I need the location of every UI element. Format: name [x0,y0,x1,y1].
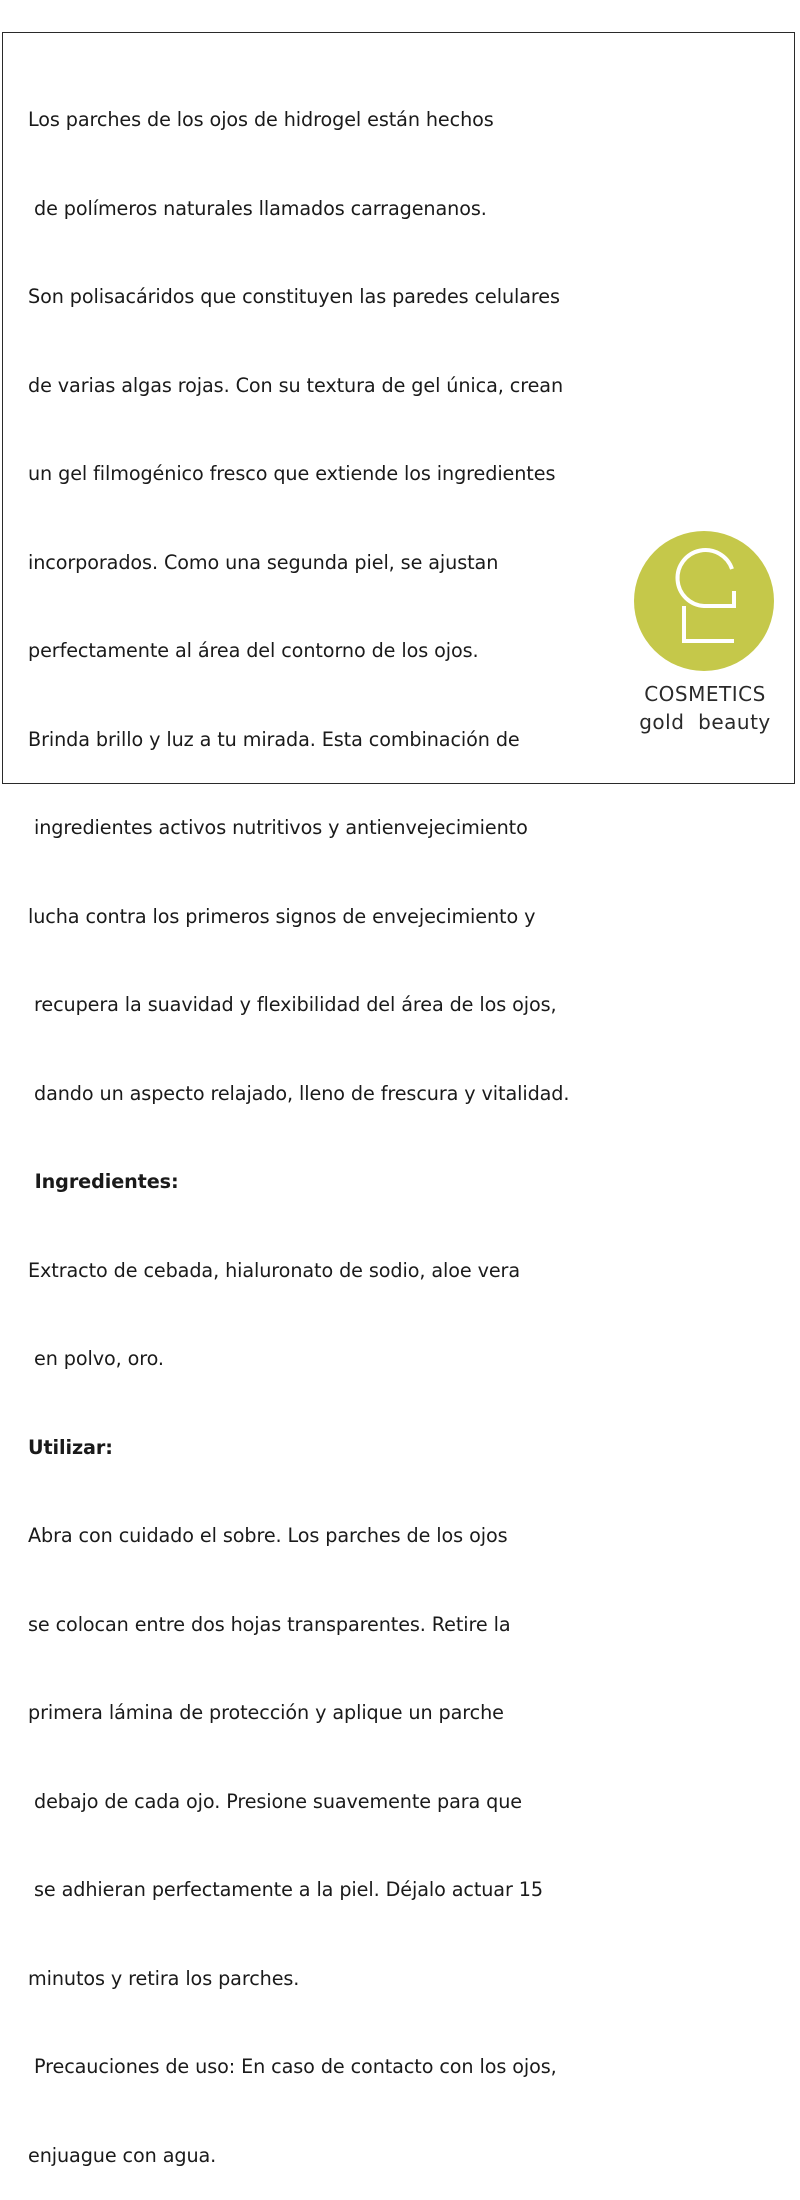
text-line: Brinda brillo y luz a tu mirada. Esta combinación de [28,727,520,751]
text-line: se adhieran perfectamente a la piel. Déjalo actuar 15 [28,1878,543,1901]
brand-name: COSMETICS [644,682,766,706]
text-line: lucha contra los primeros signos de envejecimiento y [28,904,536,928]
text-line: en polvo, oro. [28,1347,164,1370]
text-line: de polímeros naturales llamados carragenanos. [28,196,487,220]
gl-logo-icon [634,531,774,671]
ingredients-heading: Ingredientes: [28,1170,179,1193]
text-line: Extracto de cebada, hialuronato de sodio, aloe vera [28,1258,521,1282]
text-line: Precauciones de uso: En caso de contacto con los ojos, [28,2055,557,2078]
text-line: Son polisacáridos que constituyen las paredes celulares [28,285,560,308]
text-line: minutos y retira los parches. [28,1966,300,1990]
text-line: enjuague con agua. [28,2143,217,2167]
text-line: Los parches de los ojos de hidrogel están hechos [28,108,494,131]
text-line: de varias algas rojas. Con su textura de gel única, crean [28,373,564,397]
text-line: ingredientes activos nutritivos y antienvejecimiento [28,816,528,839]
text-line: se colocan entre dos hojas transparentes. Retire la [28,1612,511,1636]
text-line: incorporados. Como una segunda piel, se ajustan [28,550,499,574]
text-line: dando un aspecto relajado, lleno de frescura y vitalidad. [28,1081,570,1105]
brand-tagline: gold beauty [639,710,771,734]
usage-heading: Utilizar: [28,1435,113,1459]
text-line: un gel filmogénico fresco que extiende los ingredientes [28,462,556,485]
text-line: Abra con cuidado el sobre. Los parches de los ojos [28,1524,508,1547]
text-line: primera lámina de protección y aplique un parche [28,1701,504,1724]
text-line: recupera la suavidad y flexibilidad del área de los ojos, [28,993,557,1016]
text-line: perfectamente al área del contorno de los ojos. [28,639,479,662]
product-description [28,46,638,2200]
text-line: debajo de cada ojo. Presione suavemente para que [28,1789,523,1813]
